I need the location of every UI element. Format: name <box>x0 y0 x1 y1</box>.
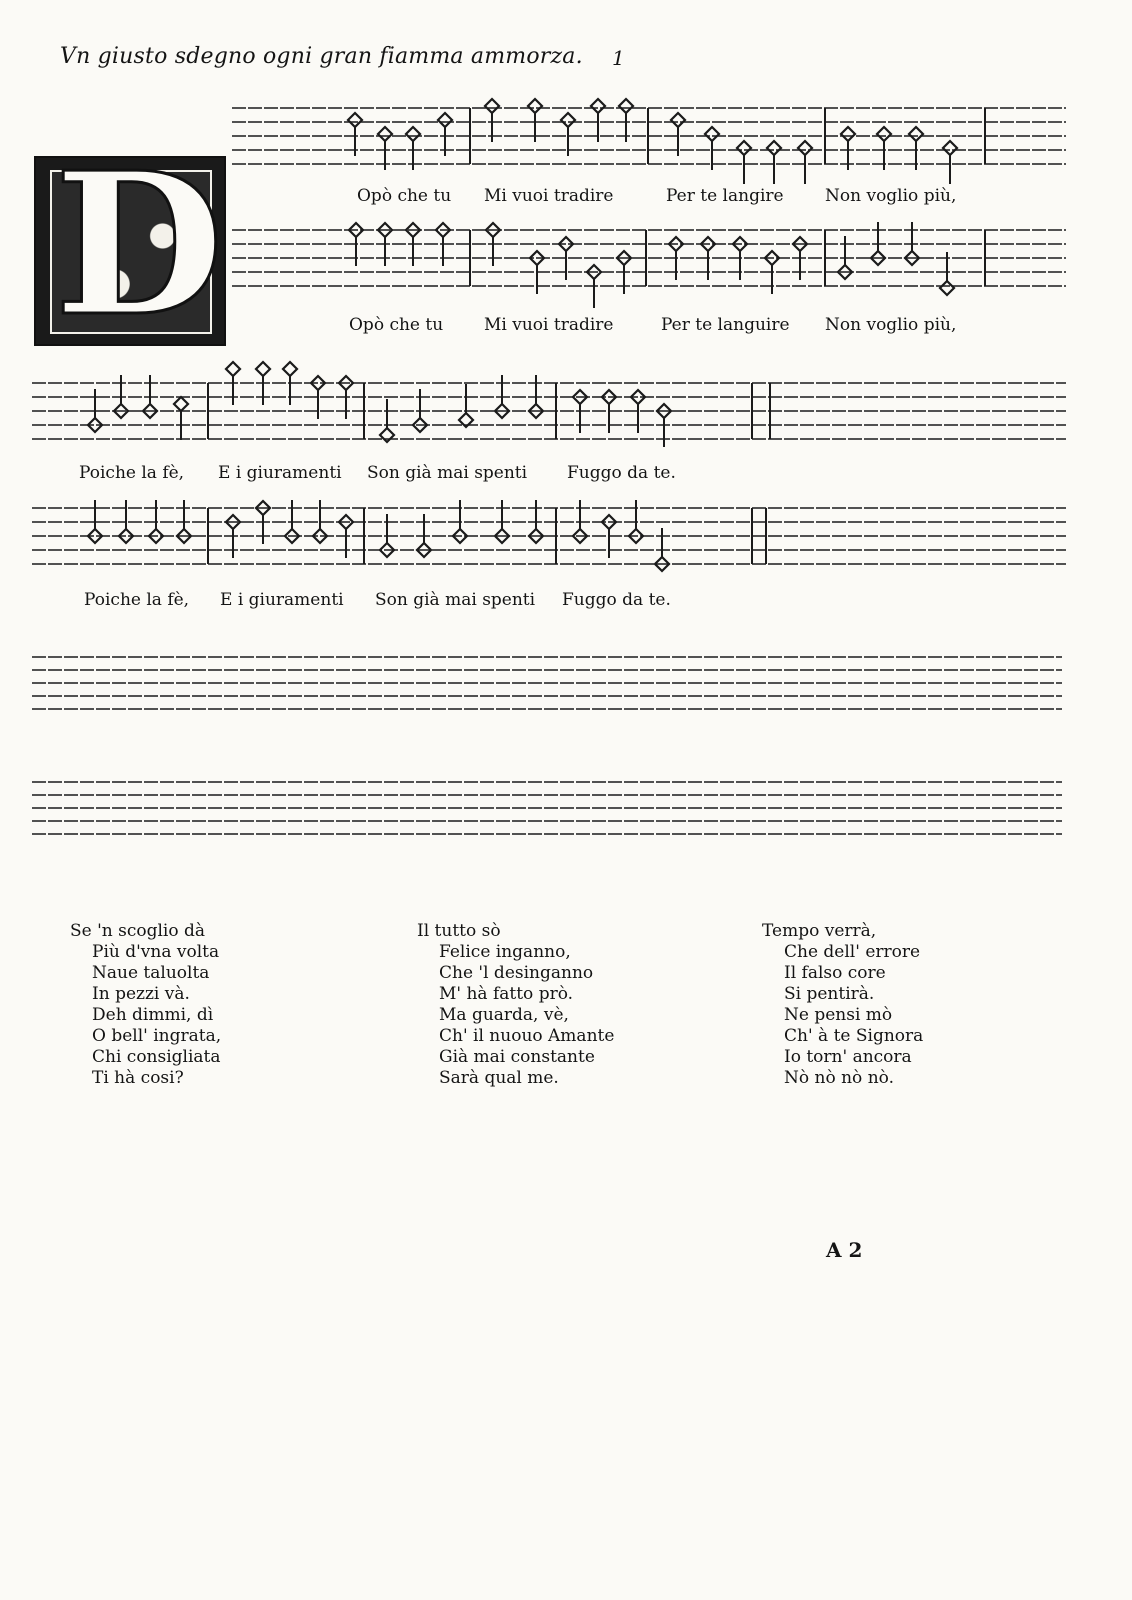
stanza-line: Io torn' ancora <box>784 1047 912 1067</box>
lyric-syllable: Non voglio più, <box>825 186 957 206</box>
staff-1 <box>232 99 1066 184</box>
stanza-line: Il tutto sò <box>417 921 501 941</box>
note-head <box>380 428 394 442</box>
note-head <box>528 99 542 113</box>
stanza-line: Che 'l desinganno <box>439 963 594 983</box>
note-head <box>940 281 954 295</box>
stanza-line: Sarà qual me. <box>439 1068 559 1088</box>
empty-staff-2 <box>32 782 1062 834</box>
lyric-syllable: Mi vuoi tradire <box>484 315 614 335</box>
stanza-line: Ch' il nuouo Amante <box>439 1026 615 1046</box>
note-head <box>174 397 188 411</box>
note-head <box>671 113 685 127</box>
stanza-line: Naue taluolta <box>92 963 210 983</box>
stanza-line: Ma guarda, vè, <box>439 1005 569 1025</box>
initial-letter: D <box>54 130 224 360</box>
lyric-syllable: Fuggo da te. <box>567 463 676 483</box>
lyric-syllable: Per te langire <box>666 186 784 206</box>
lyric-syllable: Fuggo da te. <box>562 590 671 610</box>
note-head <box>909 127 923 141</box>
note-head <box>256 362 270 376</box>
page-number: 1 <box>612 46 625 70</box>
note-head <box>485 99 499 113</box>
stanza-line: Deh dimmi, dì <box>92 1005 214 1025</box>
stanza-3 <box>762 921 923 1089</box>
note-head <box>283 362 297 376</box>
stanza-line: Nò nò nò nò. <box>784 1068 894 1088</box>
signature-mark: A 2 <box>826 1238 863 1262</box>
stanza-line: Chi consigliata <box>92 1047 221 1067</box>
stanza-1 <box>70 921 221 1089</box>
note-head <box>767 141 781 155</box>
stanza-2 <box>417 921 614 1089</box>
lyric-syllable: Opò che tu <box>349 315 444 335</box>
note-head <box>619 99 633 113</box>
lyric-syllable: E i giuramenti <box>220 590 344 610</box>
note-head <box>378 127 392 141</box>
stanza-line: Già mai constante <box>439 1047 595 1067</box>
stanza-line: M' hà fatto prò. <box>439 984 574 1004</box>
stanza-line: Felice inganno, <box>439 942 571 962</box>
lyric-syllable: E i giuramenti <box>218 463 342 483</box>
stanza-line: O bell' ingrata, <box>92 1026 222 1046</box>
stanza-line: Ti hà cosi? <box>92 1068 184 1088</box>
lyric-syllable: Per te languire <box>661 315 790 335</box>
lyric-syllable: Non voglio più, <box>825 315 957 335</box>
stanza-line: Ne pensi mò <box>784 1005 893 1025</box>
note-head <box>943 141 957 155</box>
stanza-line: Ch' à te Signora <box>784 1026 924 1046</box>
lyric-syllable: Son già mai spenti <box>367 463 528 483</box>
stanza-line: Che dell' errore <box>784 942 921 962</box>
note-head <box>226 362 240 376</box>
note-head <box>348 113 362 127</box>
stanza-line: Più d'vna volta <box>92 942 220 962</box>
note-head <box>737 141 751 155</box>
staff-3 <box>32 362 1066 447</box>
note-head <box>841 127 855 141</box>
note-head <box>705 127 719 141</box>
song-title: Vn giusto sdegno ogni gran fiamma ammorza. <box>60 44 583 69</box>
stanza-line: Se 'n scoglio dà <box>70 921 206 941</box>
staff-2 <box>232 222 1066 308</box>
lyric-syllable: Son già mai spenti <box>375 590 536 610</box>
lyric-syllable: Poiche la fè, <box>84 590 190 610</box>
note-head <box>406 127 420 141</box>
note-head <box>877 127 891 141</box>
note-head <box>438 113 452 127</box>
empty-staff-1 <box>32 657 1062 709</box>
lyric-syllable: Opò che tu <box>357 186 452 206</box>
stanza-line: Tempo verrà, <box>762 921 877 941</box>
stanza-line: Si pentirà. <box>784 984 875 1004</box>
lyric-syllable: Mi vuoi tradire <box>484 186 614 206</box>
stanza-line: In pezzi và. <box>92 984 190 1004</box>
lyric-syllable: Poiche la fè, <box>79 463 185 483</box>
note-head <box>798 141 812 155</box>
note-head <box>591 99 605 113</box>
note-head <box>561 113 575 127</box>
stanza-line: Il falso core <box>784 963 886 983</box>
staff-4 <box>32 500 1066 571</box>
